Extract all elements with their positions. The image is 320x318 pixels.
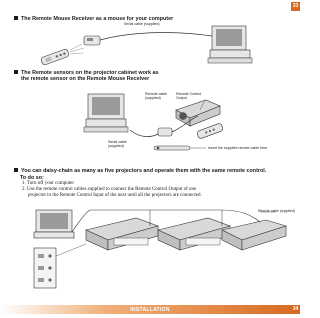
label-remote-control-output-line1: Remote Control bbox=[176, 92, 202, 96]
bullet-square-icon bbox=[14, 70, 18, 74]
remote-control-illustration-2 bbox=[196, 123, 223, 139]
computer-illustration-2 bbox=[84, 94, 128, 132]
label-serial-cable-2-line2: (supplied) bbox=[108, 144, 124, 148]
page-number-bottom: 34 bbox=[292, 306, 299, 312]
section2-heading-line1: The Remote sensors on the projector cabinet work as bbox=[21, 70, 159, 76]
section1-heading-text: The Remote Mouse Receiver as a mouse for your computer bbox=[21, 16, 174, 22]
mouse-receiver-illustration-1 bbox=[84, 36, 100, 45]
label-remote-control-output-line2: Output bbox=[176, 96, 187, 100]
section3-heading bbox=[14, 168, 288, 174]
section2-heading-line2: the remote sensor on the Remote Mouse Receiver bbox=[21, 76, 150, 83]
step-2-line2: projector to the Remote Control Input of the next until all the projectors are connected. bbox=[28, 193, 202, 198]
projector-illustration-3b bbox=[158, 218, 230, 250]
label-remote-cable-2-line1: Remote cable bbox=[145, 92, 168, 96]
label-remote-cable-3: Remote cable (supplied) bbox=[258, 209, 295, 213]
section2-heading bbox=[14, 70, 288, 83]
label-remote-control-output bbox=[176, 92, 201, 100]
mouse-receiver-illustration-2 bbox=[158, 128, 172, 136]
projector-illustration-2 bbox=[176, 100, 220, 126]
label-serial-cable-2 bbox=[108, 140, 127, 148]
step-2-line1: 2. Use the remote control cables supplied to connect the Remote Control Output of one bbox=[22, 187, 197, 192]
computer-illustration-3 bbox=[34, 210, 74, 238]
projector-illustration-3a bbox=[86, 218, 158, 250]
serial-cable-line-2 bbox=[130, 130, 158, 137]
footer-section-title: INSTALLATION bbox=[130, 307, 170, 313]
page-number-top: 33 bbox=[292, 3, 299, 9]
projector-illustration-3c bbox=[222, 220, 286, 250]
label-insert-cable: Insert the supplied remote cable here bbox=[208, 146, 268, 150]
remote-control-illustration-1 bbox=[40, 48, 69, 65]
label-serial-cable-1: Serial cable (supplied) bbox=[124, 22, 160, 26]
label-serial-cable-2-line1: Serial cable bbox=[108, 140, 127, 144]
label-remote-cable-2-line2: (supplied) bbox=[145, 96, 161, 100]
remote-cable-jack-icon bbox=[154, 146, 190, 150]
step-1: 1. Turn off your computer bbox=[22, 181, 74, 186]
ir-signal-icon bbox=[70, 44, 84, 54]
label-remote-cable-2 bbox=[145, 92, 167, 100]
to-do-so-label: To do so: bbox=[20, 175, 44, 181]
serial-cable-line-1 bbox=[100, 33, 212, 40]
computer-illustration-1 bbox=[208, 26, 252, 63]
section3-steps bbox=[22, 175, 286, 199]
bullet-square-icon bbox=[14, 168, 18, 172]
connector-panel-callout bbox=[34, 244, 86, 288]
section3-heading-text: You can daisy-chain as many as five projectors and operate them with the same remote control. bbox=[21, 168, 267, 174]
